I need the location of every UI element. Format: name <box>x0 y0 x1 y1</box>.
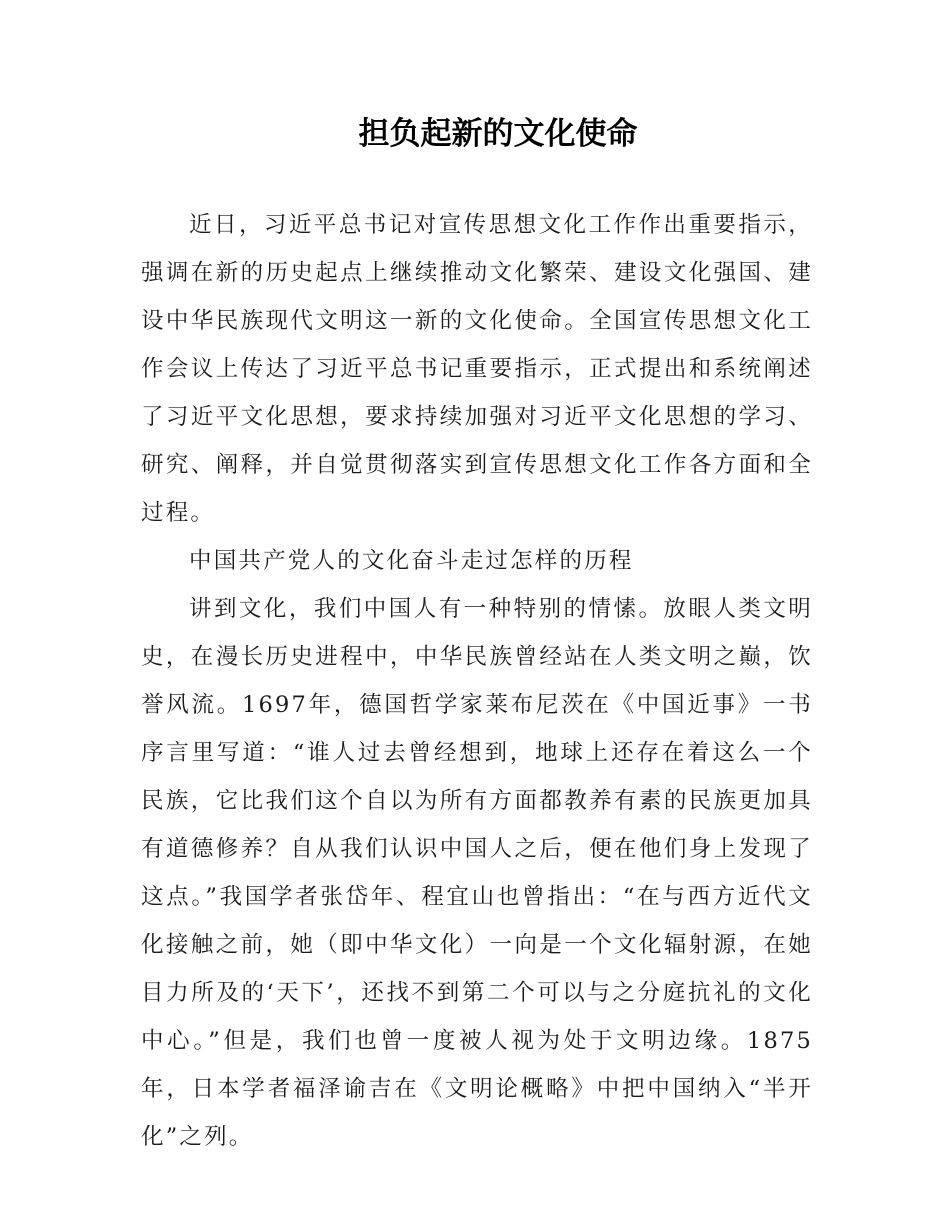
paragraph-intro: 近日，习近平总书记对宣传思想文化工作作出重要指示，强调在新的历史起点上继续推动文化繁荣、建设文化强国、建设中华民族现代文明这一新的文化使命。全国宣传思想文化工作会议上传达了习近平总书记重要指示，正式提出和系统阐述了习近平文化思想，要求持续加强对习近平文化思想的学习、研究、阐释，并自觉贯彻落实到宣传思想文化工作各方面和全过程。 <box>141 212 813 526</box>
document-body <box>141 201 813 1161</box>
document-title: 担负起新的文化使命 <box>358 116 638 152</box>
paragraph-subheading: 中国共产党人的文化奋斗走过怎样的历程 <box>189 548 634 574</box>
paragraph-history: 讲到文化，我们中国人有一种特别的情愫。放眼人类文明史，在漫长历史进程中，中华民族曾经站在人类文明之巅，饮誉风流。1697年，德国哲学家莱布尼茨在《中国近事》一书序言里写道：“谁人过去曾经想到，地球上还存在着这么一个民族，它比我们这个自以为所有方面都教养有素的民族更加具有道德修养？自从我们认识中国人之后，便在他们身上发现了这点。”我国学者张岱年、程宜山也曾指出：“在与西方近代文化接触之前，她（即中华文化）一向是一个文化辐射源，在她目力所及的‘天下’，还找不到第二个可以与之分庭抗礼的文化中心。”但是，我们也曾一度被人视为处于文明边缘。1875年，日本学者福泽谕吉在《文明论概略》中把中国纳入“半开化”之列。 <box>141 596 813 1150</box>
